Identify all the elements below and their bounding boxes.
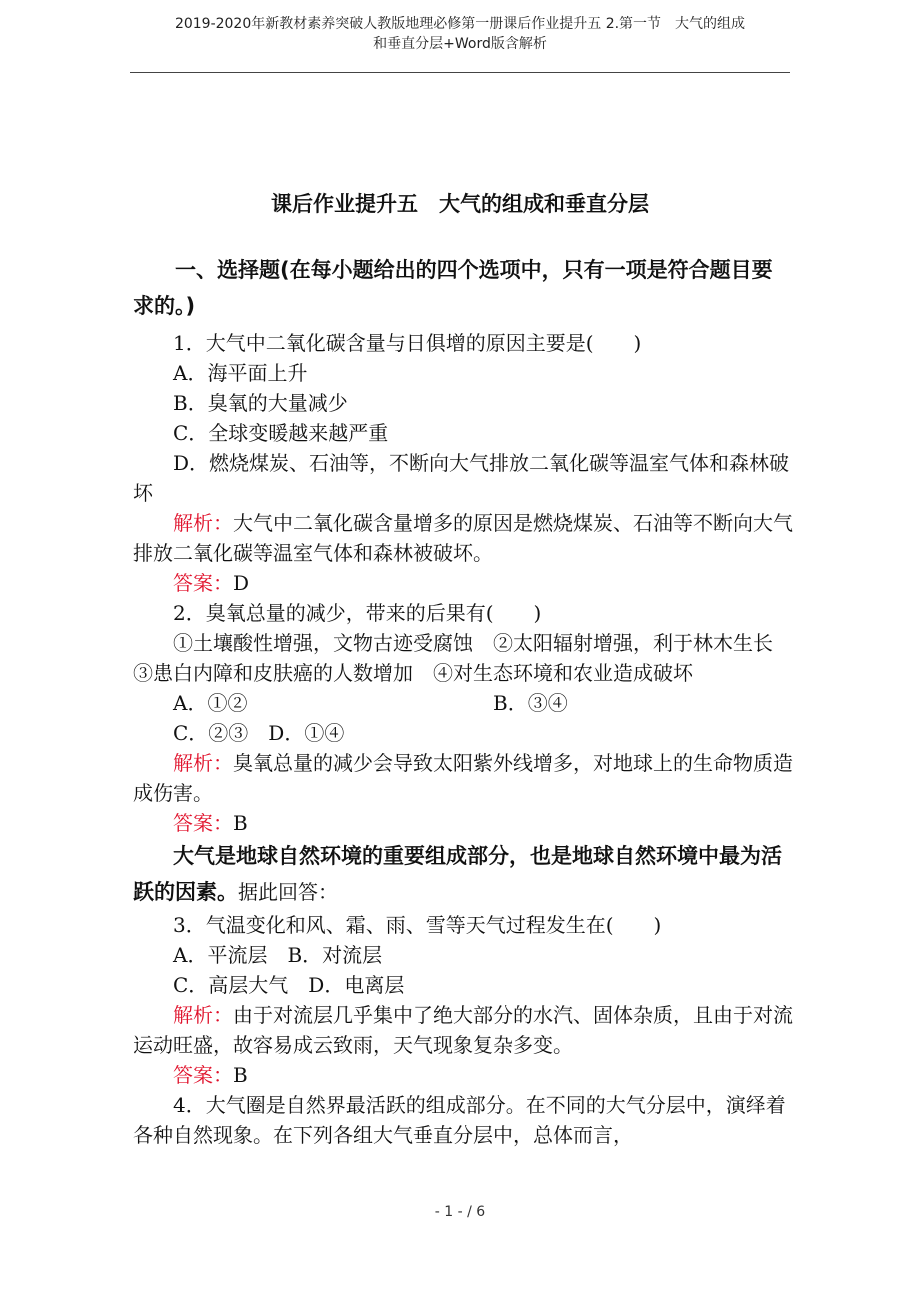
- q2-items: ①土壤酸性增强，文物古迹受腐蚀 ②太阳辐射增强，利于林木生长 ③患白内障和皮肤癌的人数增加 ④对生态环境和农业造成破坏: [133, 631, 793, 685]
- q1-answer: [133, 568, 793, 598]
- q1-analysis-text: 大气中二氧化碳含量增多的原因是燃烧煤炭、石油等不断向大气排放二氧化碳等温室气体和森林被破坏。: [133, 511, 793, 565]
- q2-analysis-text: 臭氧总量的减少会导致太阳紫外线增多，对地球上的生命物质造成伤害。: [133, 751, 793, 805]
- page-header: [130, 14, 790, 54]
- q1-analysis: [133, 508, 793, 568]
- q3-answer: [133, 1060, 793, 1090]
- q2-analysis: [133, 748, 793, 808]
- material-bold: 大气是地球自然环境的重要组成部分，也是地球自然环境中最为活跃的因素。: [133, 844, 782, 904]
- q3-stem: 3．气温变化和风、霜、雨、雪等天气过程发生在( ): [173, 913, 662, 937]
- q4-stem: 4．大气圈是自然界最活跃的组成部分。在不同的大气分层中，演绎着各种自然现象。在下列各组大气垂直分层中，总体而言，: [133, 1093, 786, 1147]
- analysis-label: 解析：: [173, 751, 233, 775]
- q3-options-ab: A．平流层 B．对流层: [173, 943, 383, 967]
- material-paragraph: [133, 838, 793, 910]
- document-body: [133, 252, 793, 1150]
- q1-option-b: B．臭氧的大量减少: [173, 391, 348, 415]
- q1-option-d: D．燃烧煤炭、石油等，不断向大气排放二氧化碳等温室气体和森林破坏: [133, 451, 790, 505]
- q3-options-cd: C．高层大气 D．电离层: [173, 973, 405, 997]
- q3-analysis: [133, 1000, 793, 1060]
- header-line-1: 2019-2020年新教材素养突破人教版地理必修第一册课后作业提升五 2.第一节 大气的组成: [174, 16, 746, 32]
- document-title: 课后作业提升五 大气的组成和垂直分层: [271, 192, 649, 216]
- q2-stem: 2．臭氧总量的减少，带来的后果有( ): [173, 601, 542, 625]
- section-heading: 一、选择题(在每小题给出的四个选项中，只有一项是符合题目要求的。): [133, 258, 773, 318]
- material-rest: 据此回答：: [238, 880, 338, 904]
- header-line-2: 和垂直分层+Word版含解析: [373, 36, 547, 52]
- q1-stem: 1．大气中二氧化碳含量与日俱增的原因主要是( ): [173, 331, 642, 355]
- page-number: - 1 - / 6: [434, 1204, 486, 1220]
- q2-options-cd: C．②③ D．①④: [173, 721, 345, 745]
- analysis-label: 解析：: [173, 1003, 233, 1027]
- header-divider: [130, 72, 790, 73]
- answer-label: 答案：: [173, 1063, 233, 1087]
- q1-option-a: A．海平面上升: [173, 361, 308, 385]
- q1-option-c: C．全球变暖越来越严重: [173, 421, 389, 445]
- q1-answer-value: D: [233, 571, 250, 595]
- q2-option-b: B．③④: [493, 691, 568, 715]
- q2-answer-value: B: [233, 811, 248, 835]
- answer-label: 答案：: [173, 811, 233, 835]
- q2-option-a: A．①②: [173, 691, 248, 715]
- q3-answer-value: B: [233, 1063, 248, 1087]
- q2-options-ab: [133, 688, 793, 718]
- answer-label: 答案：: [173, 571, 233, 595]
- analysis-label: 解析：: [173, 511, 233, 535]
- q2-answer: [133, 808, 793, 838]
- q3-analysis-text: 由于对流层几乎集中了绝大部分的水汽、固体杂质，且由于对流运动旺盛，故容易成云致雨，天气现象复杂多变。: [133, 1003, 793, 1057]
